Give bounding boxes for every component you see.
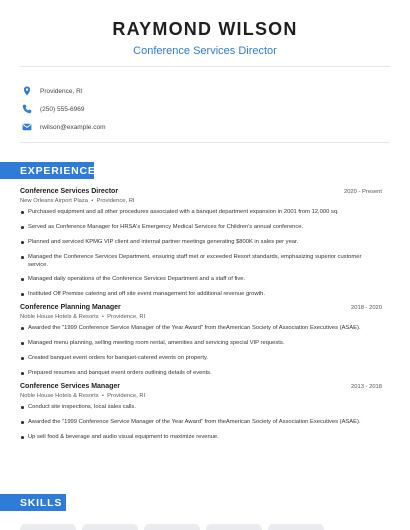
bullet-item: Planned and serviced KPMG VIP client and internal partner meetings generating $800K in sales per year. <box>20 238 382 246</box>
bullet-item: Purchased equipment and all other procedures associated with a banquet department expansion in 2001 from 12,000 sq. <box>20 208 382 216</box>
job-entry <box>20 304 382 377</box>
skill-pill <box>20 524 76 530</box>
job-bullets <box>20 324 382 377</box>
experience-heading: EXPERIENCE <box>0 162 94 179</box>
job-dates: 2013 - 2018 <box>351 384 382 390</box>
contact-email <box>22 118 105 136</box>
job-title: Conference Services Manager <box>20 383 120 390</box>
experience-list <box>20 188 382 441</box>
bullet-item: Up sell food & beverage and audio visual equipment to maximize revenue. <box>20 433 382 441</box>
skill-pill <box>268 524 324 530</box>
divider <box>20 66 390 67</box>
resume-header <box>0 0 410 58</box>
bullet-item: Prepared resumes and banquet event orders outlining details of events. <box>20 369 382 377</box>
phone-icon <box>22 104 32 114</box>
job-location: Providence, RI <box>107 314 146 320</box>
bullet-item: Awarded the "1999 Conference Service Manager of the Year Award" from theAmerican Society of Association Executives (ASAE). <box>20 324 382 332</box>
email-icon <box>22 122 32 132</box>
separator-dot: • <box>100 314 106 320</box>
skills-heading: SKILLS <box>0 494 66 511</box>
skill-pill <box>82 524 138 530</box>
separator-dot: • <box>100 393 106 399</box>
bullet-item: Created banquet event orders for banquet-catered events on property. <box>20 354 382 362</box>
divider <box>20 142 390 143</box>
job-org-line <box>20 393 382 399</box>
skill-pill <box>144 524 200 530</box>
job-entry <box>20 188 382 298</box>
bullet-item: Managed daily operations of the Conference Services Department and a staff of five. <box>20 275 382 283</box>
location-text: Providence, RI <box>40 87 83 95</box>
location-pin-icon <box>22 86 32 96</box>
job-location: Providence, RI <box>96 198 135 204</box>
email-link[interactable]: rwilson@example.com <box>40 123 106 131</box>
job-location: Providence, RI <box>107 393 146 399</box>
job-dates: 2018 - 2020 <box>351 305 382 311</box>
job-org-line <box>20 314 382 320</box>
skill-pill <box>206 524 262 530</box>
job-org: Noble House Hotels & Resorts <box>20 393 99 399</box>
job-org: New Orleans Airport Plaza <box>20 198 88 204</box>
job-entry <box>20 383 382 441</box>
job-bullets <box>20 403 382 441</box>
job-org: Noble House Hotels & Resorts <box>20 314 99 320</box>
bullet-item: Conduct site inspections, local sales calls. <box>20 403 382 411</box>
contact-block <box>22 82 105 136</box>
candidate-name: RAYMOND WILSON <box>112 19 298 39</box>
phone-text: (250) 555-6969 <box>40 105 85 113</box>
job-bullets <box>20 208 382 298</box>
candidate-title: Conference Services Director <box>133 45 277 57</box>
skill-pill-row <box>20 524 324 530</box>
job-org-line <box>20 198 382 204</box>
contact-phone <box>22 100 105 118</box>
bullet-item: Served as Conference Manager for HRSA's Emergency Medical Services for Children's annual conference. <box>20 223 382 231</box>
bullet-item: Managed the Conference Services Department, ensuring staff met or exceeded Resort standards, emphasizing superior customer service. <box>20 253 382 269</box>
contact-location <box>22 82 105 100</box>
job-title: Conference Services Director <box>20 188 119 195</box>
separator-dot: • <box>89 198 95 204</box>
job-dates: 2020 - Present <box>343 189 382 195</box>
bullet-item: Instituted Off Premise catering and off site event management for additional revenue growth. <box>20 290 382 298</box>
job-title: Conference Planning Manager <box>20 304 121 311</box>
bullet-item: Awarded the "1999 Conference Service Manager of the Year Award" from theAmerican Society of Association Executives (ASAE). <box>20 418 382 426</box>
bullet-item: Managed menu planning, selling meeting room rental, amenities and servicing special VIP requests. <box>20 339 382 347</box>
